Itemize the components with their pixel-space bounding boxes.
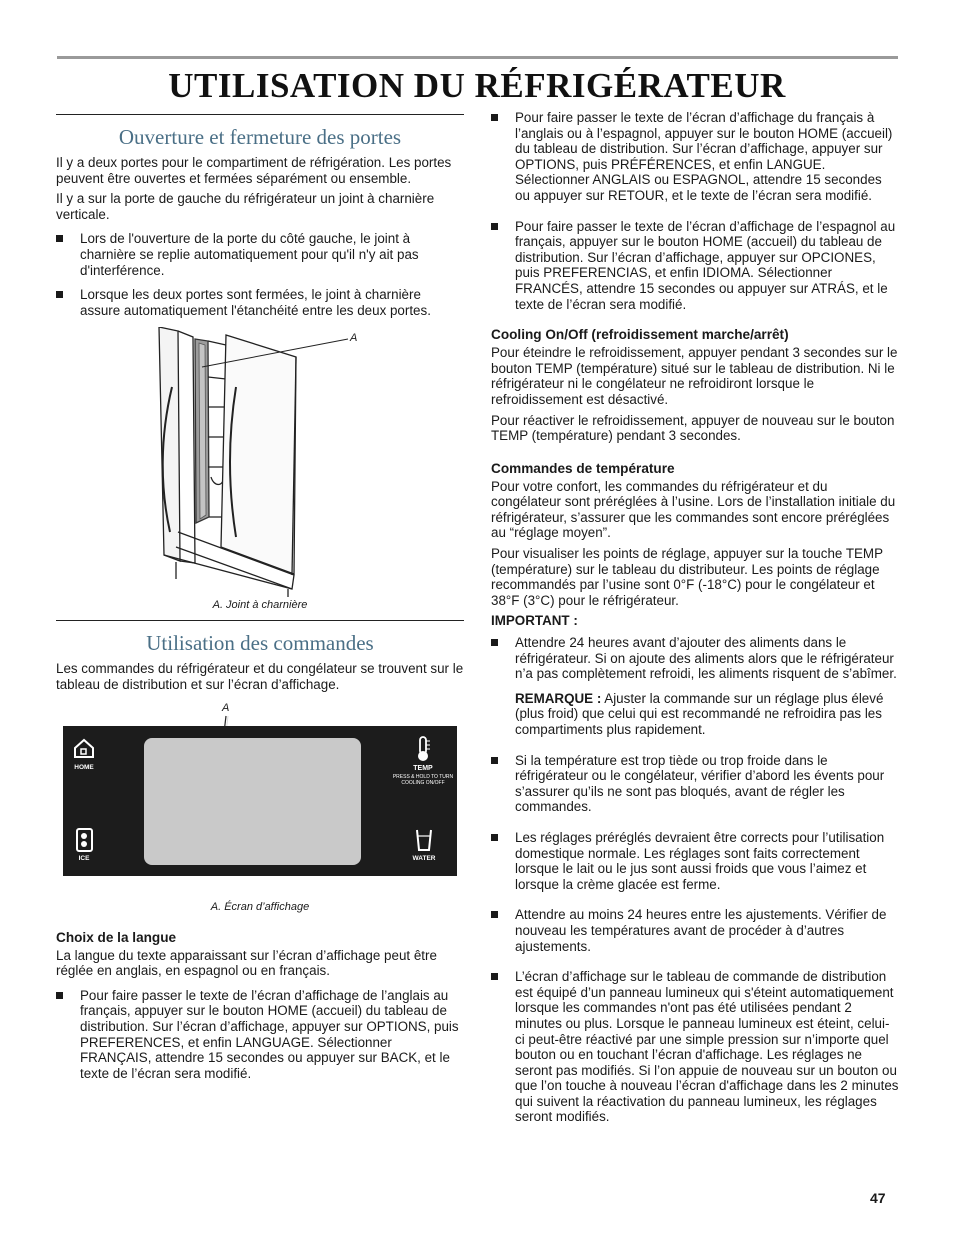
dispenser-control-panel bbox=[63, 726, 457, 876]
bullet-square-icon bbox=[491, 973, 498, 980]
language-bullet-list-continued bbox=[491, 110, 899, 312]
list-item bbox=[491, 219, 899, 313]
list-item bbox=[491, 969, 899, 1125]
bullet-text: Si la température est trop tiède ou trop froide dans le réfrigérateur ou le congélateur, vérifier d’abord les évents pour s’assurer qu’ils ne sont pas bloqués, avant de régler les commandes. bbox=[515, 752, 885, 815]
bullet-text: Pour faire passer le texte de l’écran d’affichage du français à l’anglais ou à l’espagnol, appuyer sur le bouton HOME (accueil) du tableau de distribution. Sur l’écran d’affichage, appuyer sur OPTIONS, puis PRÉFÉRENCES, et enfin LANGUE. Sélectionner ANGLAIS ou ESPAGNOL, attendre 15 secondes ou appuyer sur RETOUR, et le texte de l’écran sera modifié. bbox=[515, 110, 893, 203]
panel-caption: A. Écran d’affichage bbox=[210, 900, 310, 913]
temperature-bullet-list bbox=[491, 635, 899, 682]
home-icon[interactable] bbox=[72, 737, 96, 759]
ice-cube-icon[interactable] bbox=[75, 827, 95, 853]
ice-button-label[interactable]: ICE bbox=[78, 854, 90, 862]
list-item bbox=[56, 287, 464, 318]
list-item bbox=[491, 110, 899, 204]
temp-instruction-1: PRESS & HOLD TO TURN bbox=[392, 773, 454, 780]
bullet-text: Pour faire passer le texte de l’écran d’affichage de l’espagnol au français, appuyer sur le bouton HOME (accueil) du tableau de distribution. Sur l’écran d’affichage, appuyer sur OPCIONES, puis PREFERENCIAS, et enfin IDIOMA. Sélectionner FRANCÉS, attendre 15 secondes ou appuyer sur ATRÁS, et le texte de l’écran sera modifié. bbox=[515, 218, 896, 312]
note-block bbox=[491, 691, 899, 738]
page-number: 47 bbox=[870, 1190, 886, 1206]
bullet-square-icon bbox=[491, 114, 498, 121]
bullet-square-icon bbox=[56, 291, 63, 298]
list-item bbox=[491, 753, 899, 815]
bullet-square-icon bbox=[491, 834, 498, 841]
page-title: UTILISATION DU RÉFRIGÉRATEUR bbox=[168, 66, 786, 105]
section-rule bbox=[56, 114, 464, 115]
left-column bbox=[56, 114, 464, 1090]
controls-paragraph: Les commandes du réfrigérateur et du congélateur se trouvent sur le tableau de distribution et sur l’écran d’affichage. bbox=[56, 661, 464, 692]
bullet-text: Lors de l'ouverture de la porte du côté gauche, le joint à charnière se replie automatiquement pour qu'il n'y ait pas d'interférence. bbox=[80, 231, 419, 278]
right-column bbox=[491, 110, 899, 1134]
controls-heading: Utilisation des commandes bbox=[146, 631, 374, 656]
cooling-paragraph-2: Pour réactiver le refroidissement, appuyer de nouveau sur le bouton TEMP (température) pendant 3 secondes. bbox=[491, 412, 895, 444]
temperature-bullet-list-2 bbox=[491, 753, 899, 1125]
fridge-caption: A. Joint à charnière bbox=[212, 599, 308, 612]
bullet-square-icon bbox=[56, 235, 63, 242]
temp-instruction-2: COOLING ON/OFF bbox=[401, 779, 445, 786]
bullet-square-icon bbox=[491, 639, 498, 646]
language-heading: Choix de la langue bbox=[56, 929, 177, 945]
bullet-text: Lorsque les deux portes sont fermées, le joint à charnière assure automatiquement l'étanchéité entre les deux portes. bbox=[80, 287, 431, 318]
bullet-square-icon bbox=[491, 911, 498, 918]
bullet-square-icon bbox=[56, 992, 63, 999]
bullet-square-icon bbox=[491, 223, 498, 230]
list-item bbox=[56, 231, 464, 278]
cooling-paragraph-1: Pour éteindre le refroidissement, appuyer pendant 3 secondes sur le bouton TEMP (température) situé sur le tableau de distribution. Ni le réfrigérateur ni le congélateur ne refroidiront lorsque le refroidissement est désactivé. bbox=[491, 345, 898, 407]
doors-bullet-list bbox=[56, 231, 464, 318]
bullet-square-icon bbox=[491, 757, 498, 764]
bullet-text: Les réglages préréglés devraient être corrects pour l’utilisation domestique normale. Les réglages sont faits correctement lorsque le lait ou le jus sont aussi froids que vous l’aimez et lorsque la crème glacée est ferme. bbox=[515, 829, 885, 892]
control-panel-figure bbox=[56, 701, 464, 893]
doors-paragraph-2: Il y a sur la porte de gauche du réfrigérateur un joint à charnière verticale. bbox=[56, 191, 435, 222]
fridge-illustration bbox=[56, 327, 464, 597]
temperature-heading: Commandes de température bbox=[491, 460, 675, 476]
doors-paragraph-1: Il y a deux portes pour le compartiment de réfrigération. Les portes peuvent être ouvertes et fermées séparément ou ensemble. bbox=[56, 155, 452, 186]
doors-heading: Ouverture et fermeture des portes bbox=[118, 125, 402, 149]
water-button-label[interactable]: WATER bbox=[412, 854, 436, 862]
temperature-paragraph-1: Pour votre confort, les commandes du réfrigérateur et du congélateur sont préréglées à l’usine. Lors de l’installation initiale du réfrigérateur, s’assurer que les commandes sont encore préréglées au “réglage moyen”. bbox=[491, 478, 896, 541]
list-item bbox=[491, 907, 899, 954]
figure-label-a: A bbox=[350, 332, 358, 345]
list-item bbox=[56, 988, 464, 1082]
thermometer-icon[interactable] bbox=[415, 736, 431, 762]
important-label: IMPORTANT : bbox=[491, 613, 578, 629]
list-item bbox=[491, 830, 899, 892]
note-text: Ajuster la commande sur un réglage plus élevé (plus froid) que celui qui est recommandé ne refroidira pas les compartiments plus rapidement. bbox=[515, 690, 884, 737]
top-rule bbox=[57, 56, 898, 59]
cooling-heading: Cooling On/Off (refroidissement marche/arrêt) bbox=[491, 327, 789, 343]
fridge-figure bbox=[56, 327, 464, 614]
language-paragraph: La langue du texte apparaissant sur l’écran d’affichage peut être réglée en anglais, en espagnol ou en français. bbox=[56, 947, 437, 979]
bullet-text: Attendre au moins 24 heures entre les ajustements. Vérifier de nouveau les températures avant de procéder à d’autres ajustements. bbox=[515, 907, 887, 954]
water-glass-icon[interactable] bbox=[414, 828, 434, 852]
language-bullet-list bbox=[56, 988, 464, 1082]
temperature-paragraph-2: Pour visualiser les points de réglage, appuyer sur la touche TEMP (température) sur le tableau du distributeur. Les points de réglage recommandés par l’usine sont 0°F (-18°C) pour le congélateur et 38°F (3°C) pour le réfrigérateur. bbox=[491, 546, 883, 608]
bullet-text: L’écran d’affichage sur le tableau de commande de distribution est équipé d’un panneau lumineux qui s'éteint automatiquement lorsque les commandes n'ont pas été utilisées pendant 2 minutes ou plus. Lorsque le panneau lumineux est éteint, celui-ci peut-être réactivé par une simple pression sur n’importe quel bouton ou en touchant l’écran d'affichage. Les réglages ne seront pas modifiés. Si l’on appuie de nouveau sur un bouton ou que l’on touche à nouveau l’écran d'affichage dans les 2 minutes qui suivent la réactivation du panneau lumineux, les réglages seront modifiés. bbox=[515, 969, 899, 1125]
display-screen[interactable] bbox=[144, 738, 361, 865]
list-item bbox=[491, 635, 899, 682]
bullet-text: Attendre 24 heures avant d’ajouter des aliments dans le réfrigérateur. Si on ajoute des aliments alors que le réfrigérateur n’a pas complètement refroidi, les aliments risquent de s’abîmer. bbox=[515, 635, 897, 682]
note-label: REMARQUE : bbox=[515, 690, 602, 706]
figure-label-a: A bbox=[222, 701, 230, 714]
section-rule bbox=[56, 620, 464, 621]
temp-button-label[interactable]: TEMP bbox=[413, 764, 433, 772]
home-button-label[interactable]: HOME bbox=[74, 763, 94, 771]
bullet-text: Pour faire passer le texte de l’écran d’affichage de l’anglais au français, appuyer sur le bouton HOME (accueil) du tableau de distribution. Sur l’écran d’affichage, appuyer sur OPTIONS, puis PREFERENCES, et enfin LANGUAGE. Sélectionner FRANÇAIS, attendre 15 secondes ou appuyer sur BACK, et le texte de l’écran sera modifié. bbox=[80, 987, 459, 1081]
